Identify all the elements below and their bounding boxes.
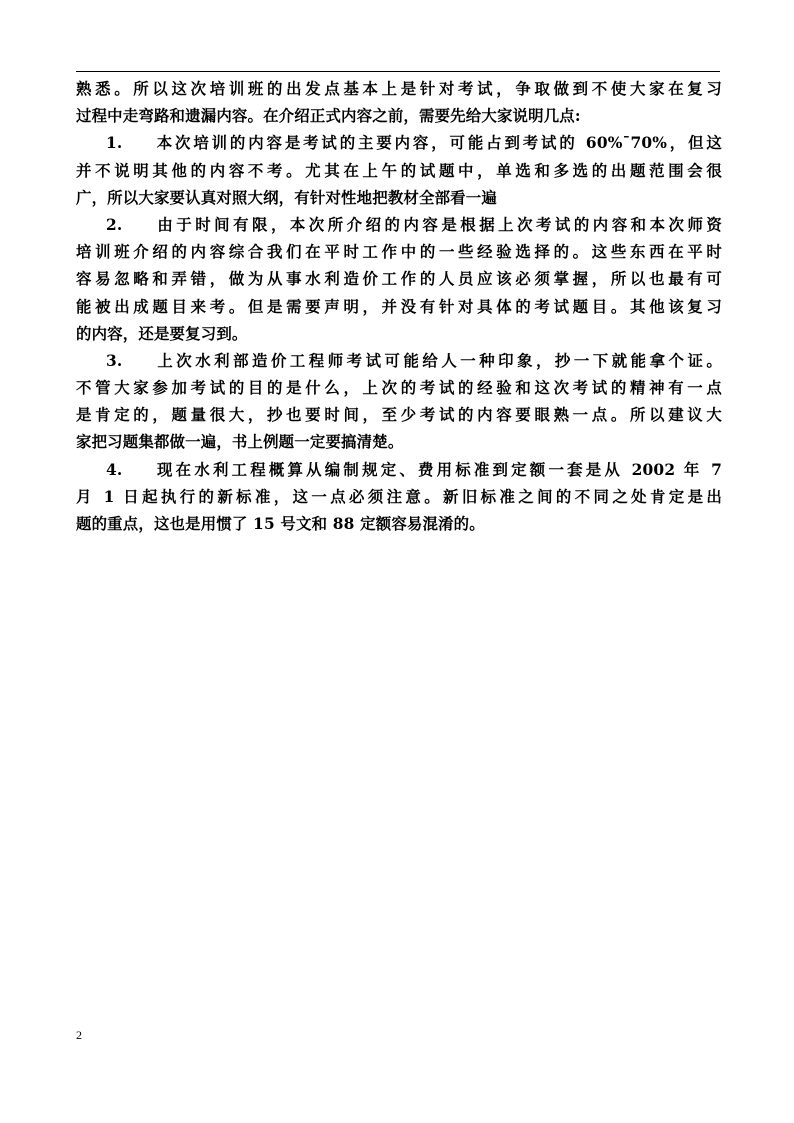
text-line: 并不说明其他的内容不考。尤其在上午的试题中，单选和多选的出题范围会很 (76, 161, 722, 180)
list-number: 3. (106, 351, 123, 370)
text-line: 不管大家参加考试的目的是什么，上次的考试的经验和这次考试的精神有一点 (76, 379, 722, 398)
list-number: 1. (106, 134, 123, 153)
text-line: 广，所以大家要认真对照大纲，有针对性地把教材全部看一遍 (76, 188, 497, 207)
body-text (76, 76, 722, 538)
text-line: 能被出成题目来考。但是需要声明，并没有针对具体的考试题目。其他该复习 (76, 297, 722, 316)
list-item-4-line: 4. 现在水利工程概算从编制规定、费用标准到定额一套是从 2002 年 7 (76, 457, 722, 484)
text-line: 的内容，还是要复习到。 (76, 324, 248, 343)
list-item-1-line: 1. 本次培训的内容是考试的主要内容，可能占到考试的 60%¯70%，但这 (76, 130, 722, 157)
list-item-3-line: 3. 上次水利部造价工程师考试可能给人一种印象，抄一下就能拿个证。 (76, 348, 722, 375)
text-line: 容易忽略和弄错，做为从事水利造价工作的人员应该必须掌握，所以也最有可 (76, 270, 722, 289)
text-line: 题的重点，这也是用惯了 15 号文和 88 定额容易混淆的。 (76, 515, 485, 533)
text-line: 过程中走弯路和遗漏内容。在介绍正式内容之前，需要先给大家说明几点: (76, 107, 581, 126)
header-rule (76, 71, 720, 72)
text-line: 月 1 日起执行的新标准，这一点必须注意。新旧标准之间的不同之处肯定是出 (76, 487, 722, 506)
list-number: 4. (106, 460, 123, 479)
list-number: 2. (106, 215, 123, 234)
text-line: 熟悉。所以这次培训班的出发点基本上是针对考试，争取做到不使大家在复习 (76, 80, 722, 98)
text-line: 家把习题集都做一遍，书上例题一定要搞清楚。 (76, 433, 404, 452)
text-line: 是肯定的，题量很大，抄也要时间，至少考试的内容要眼熟一点。所以建议大 (76, 406, 722, 425)
list-item-2-line: 2. 由于时间有限，本次所介绍的内容是根据上次考试的内容和本次师资 (76, 212, 722, 239)
page-number: 2 (76, 1028, 82, 1042)
text-line: 培训班介绍的内容综合我们在平时工作中的一些经验选择的。这些东西在平时 (76, 243, 722, 262)
